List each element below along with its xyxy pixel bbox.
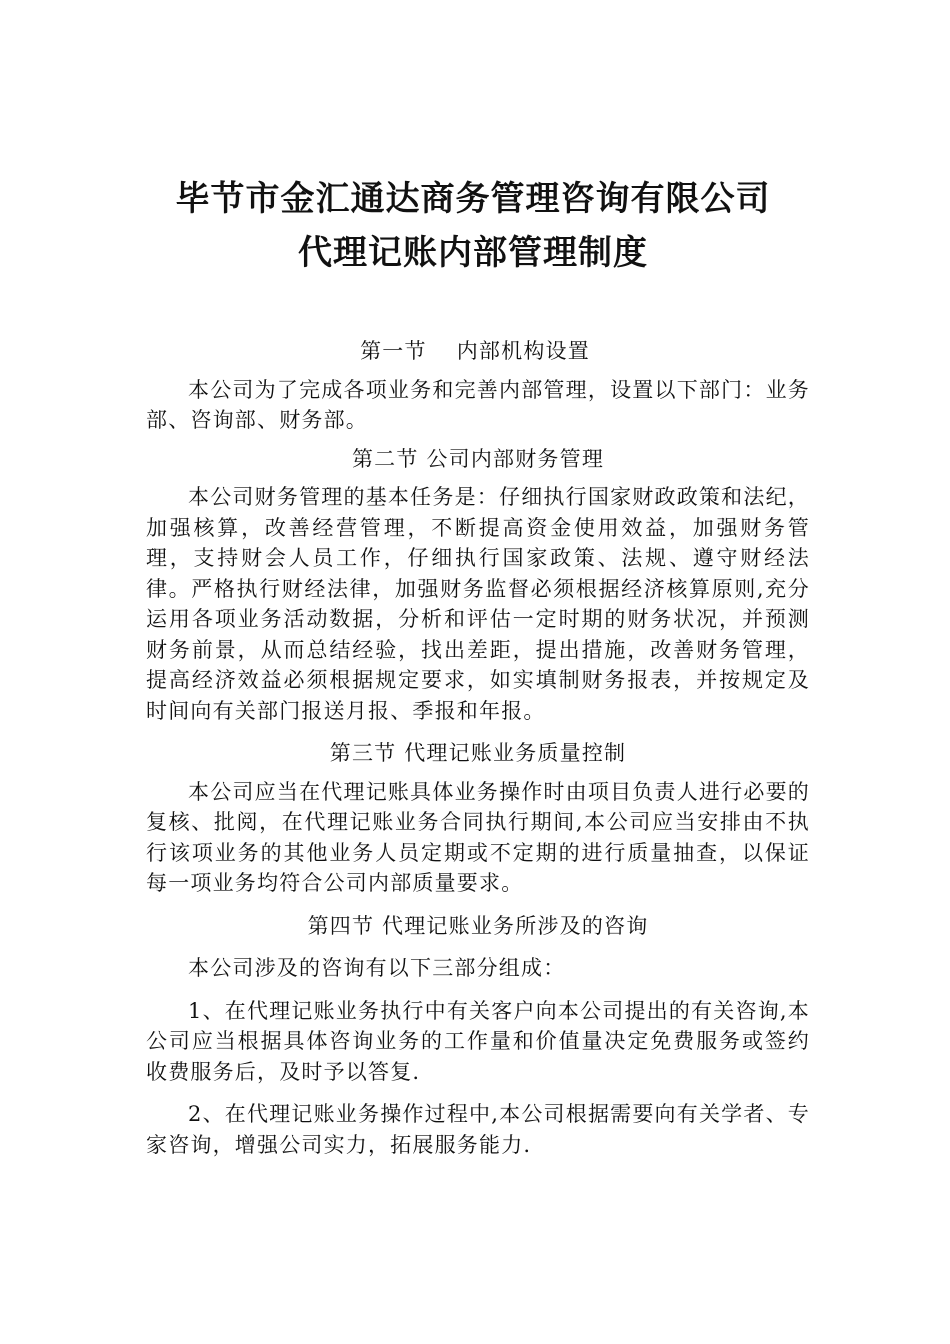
document-body [146, 172, 810, 1160]
section-2-heading: 第二节 公司内部财务管理 [351, 446, 605, 471]
section-1-paragraph-1: 本公司为了完成各项业务和完善内部管理，设置以下部门：业务部、咨询部、财务部。 [146, 377, 810, 432]
section-3-paragraph-1: 本公司应当在代理记账具体业务操作时由项目负责人进行必要的复核、批阅，在代理记账业务合同执行期间,本公司应当安排由不执行该项业务的其他业务人员定期或不定期的进行质量抽查，以保证每一项业务均符合公司内部质量要求。 [146, 779, 810, 895]
spacer [146, 899, 810, 911]
spacer [146, 941, 810, 953]
section-4-heading: 第四节 代理记账业务所涉及的咨询 [307, 913, 649, 938]
section-4-paragraph-3: 2、在代理记账业务操作过程中,本公司根据需要向有关学者、专家咨询，增强公司实力，拓展服务能力. [146, 1102, 810, 1157]
document-title-line-1: 毕节市金汇通达商务管理咨询有限公司 [175, 179, 771, 219]
spacer [146, 984, 810, 996]
section-2-paragraph-1: 本公司财务管理的基本任务是：仔细执行国家财政政策和法纪，加强核算，改善经营管理，不断提高资金使用效益，加强财务管理，支持财会人员工作，仔细执行国家政策、法规、遵守财经法律。严格执行财经法律，加强财务监督必须根据经济核算原则,充分运用各项业务活动数据，分析和评估一定时期的财务状况，并预测财务前景，从而总结经验，找出差距，提出措施，改善财务管理，提高经济效益必须根据规定要求，如实填制财务报表，并按规定及时间向有关部门报送月报、季报和年报。 [146, 485, 810, 723]
spacer [146, 769, 810, 777]
spacer [146, 474, 810, 482]
document-content [146, 336, 810, 1160]
title-spacer [146, 280, 810, 336]
section-1-heading: 第一节 内部机构设置 [360, 339, 590, 363]
spacer [146, 726, 810, 738]
section-4-paragraph-1: 本公司涉及的咨询有以下三部分组成： [188, 956, 566, 980]
spacer [146, 367, 810, 375]
section-3-heading: 第三节 代理记账业务质量控制 [329, 741, 627, 765]
section-4-paragraph-2: 1、在代理记账业务执行中有关客户向本公司提出的有关咨询,本公司应当根据具体咨询业务的工作量和价值量决定免费服务或签约 收费服务后，及时予以答复. [146, 998, 810, 1084]
document-title-line-2: 代理记账内部管理制度 [298, 233, 648, 273]
spacer [146, 1087, 810, 1099]
spacer [146, 436, 810, 444]
